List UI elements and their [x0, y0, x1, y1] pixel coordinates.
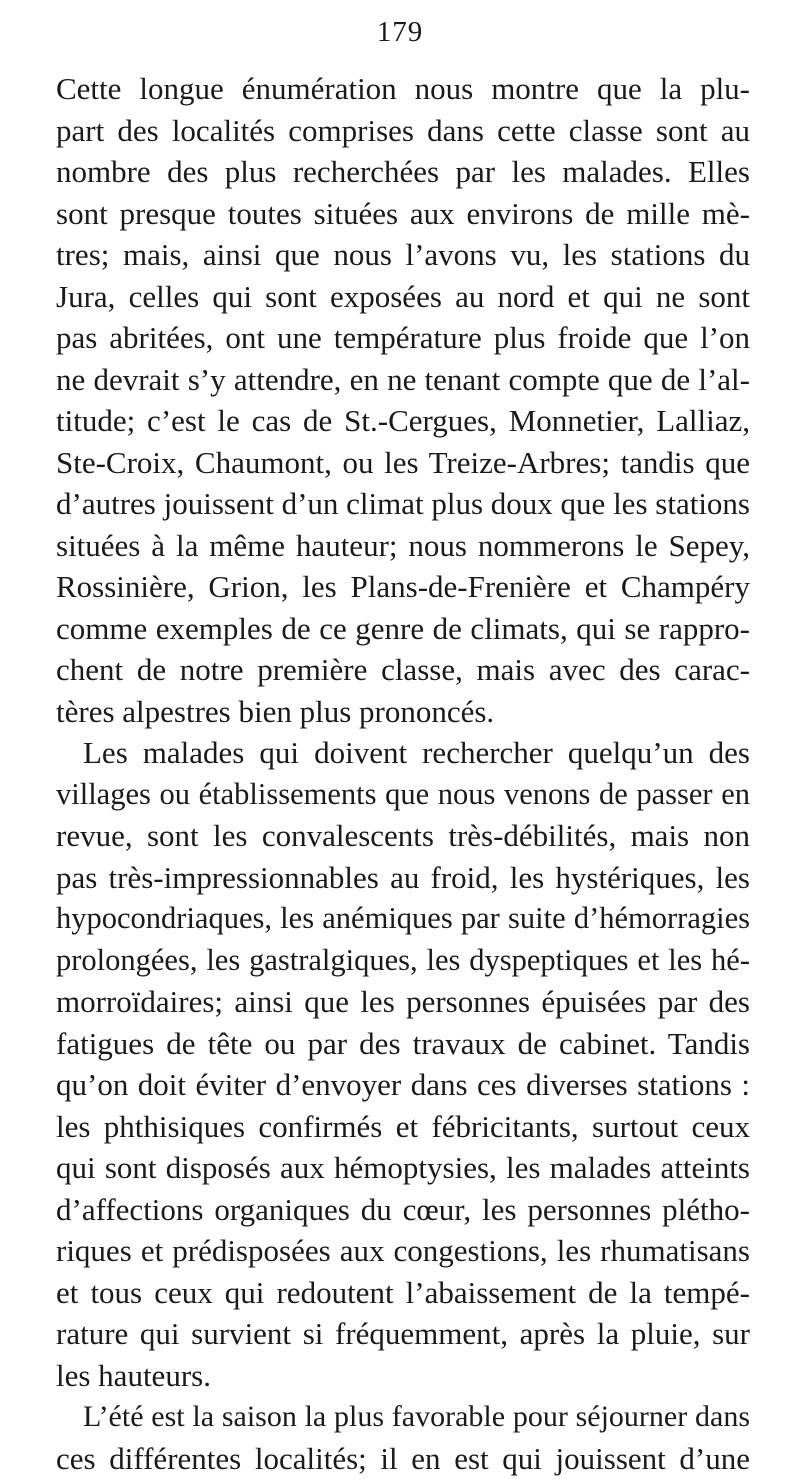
text-line: qu’on doit éviter d’envoyer dans ces diverses stations :: [56, 1064, 750, 1106]
text-line: Jura, celles qui sont exposées au nord et qui ne sont: [56, 276, 750, 318]
text-line: pas très-impressionnables au froid, les hystériques, les: [56, 857, 750, 899]
text-line: villages ou établissements que nous venons de passer en: [56, 774, 750, 816]
page-number: 179: [0, 12, 800, 52]
text-line: L’été est la saison la plus favorable pour séjourner dans: [56, 1396, 750, 1438]
text-line: Cette longue énumération nous montre que la plu-: [56, 68, 750, 110]
text-line: nombre des plus recherchées par les malades. Elles: [56, 151, 750, 193]
text-line: pas abritées, ont une température plus froide que l’on: [56, 317, 750, 359]
text-line: les phthisiques confirmés et fébricitants, surtout ceux: [56, 1106, 750, 1148]
text-line: revue, sont les convalescents très-débilités, mais non: [56, 815, 750, 857]
text-line: comme exemples de ce genre de climats, qui se rappro-: [56, 608, 750, 650]
text-line: Rossinière, Grion, les Plans-de-Frenière et Champéry: [56, 566, 750, 608]
text-line: situées à la même hauteur; nous nommerons le Sepey,: [56, 525, 750, 567]
text-line: d’autres jouissent d’un climat plus doux que les stations: [56, 483, 750, 525]
text-line: chent de notre première classe, mais avec des carac-: [56, 649, 750, 691]
text-line: morroïdaires; ainsi que les personnes épuisées par des: [56, 981, 750, 1023]
text-line: Les malades qui doivent rechercher quelqu’un des: [56, 732, 750, 774]
text-line: sont presque toutes situées aux environs de mille mè-: [56, 193, 750, 235]
text-line: ne devrait s’y attendre, en ne tenant compte que de l’al-: [56, 359, 750, 401]
text-line: rature qui survient si fréquemment, après la pluie, sur: [56, 1313, 750, 1355]
body-text: [56, 68, 750, 1479]
text-line: d’affections organiques du cœur, les personnes plétho-: [56, 1189, 750, 1231]
text-line: titude; c’est le cas de St.-Cergues, Monnetier, Lalliaz,: [56, 400, 750, 442]
text-line: fatigues de tête ou par des travaux de cabinet. Tandis: [56, 1023, 750, 1065]
text-line: riques et prédisposées aux congestions, les rhumatisans: [56, 1230, 750, 1272]
text-line: hypocondriaques, les anémiques par suite d’hémorragies: [56, 898, 750, 940]
text-line: Ste-Croix, Chaumont, ou les Treize-Arbres; tandis que: [56, 442, 750, 484]
text-line: ces différentes localités; il en est qui jouissent d’une: [56, 1438, 750, 1479]
text-line: prolongées, les gastralgiques, les dyspeptiques et les hé-: [56, 940, 750, 982]
text-line: part des localités comprises dans cette classe sont au: [56, 110, 750, 152]
text-line: et tous ceux qui redoutent l’abaissement de la tempé-: [56, 1272, 750, 1314]
text-line: tères alpestres bien plus prononcés.: [56, 691, 750, 733]
text-line: qui sont disposés aux hémoptysies, les malades atteints: [56, 1147, 750, 1189]
text-line: tres; mais, ainsi que nous l’avons vu, les stations du: [56, 234, 750, 276]
text-line: les hauteurs.: [56, 1355, 750, 1397]
